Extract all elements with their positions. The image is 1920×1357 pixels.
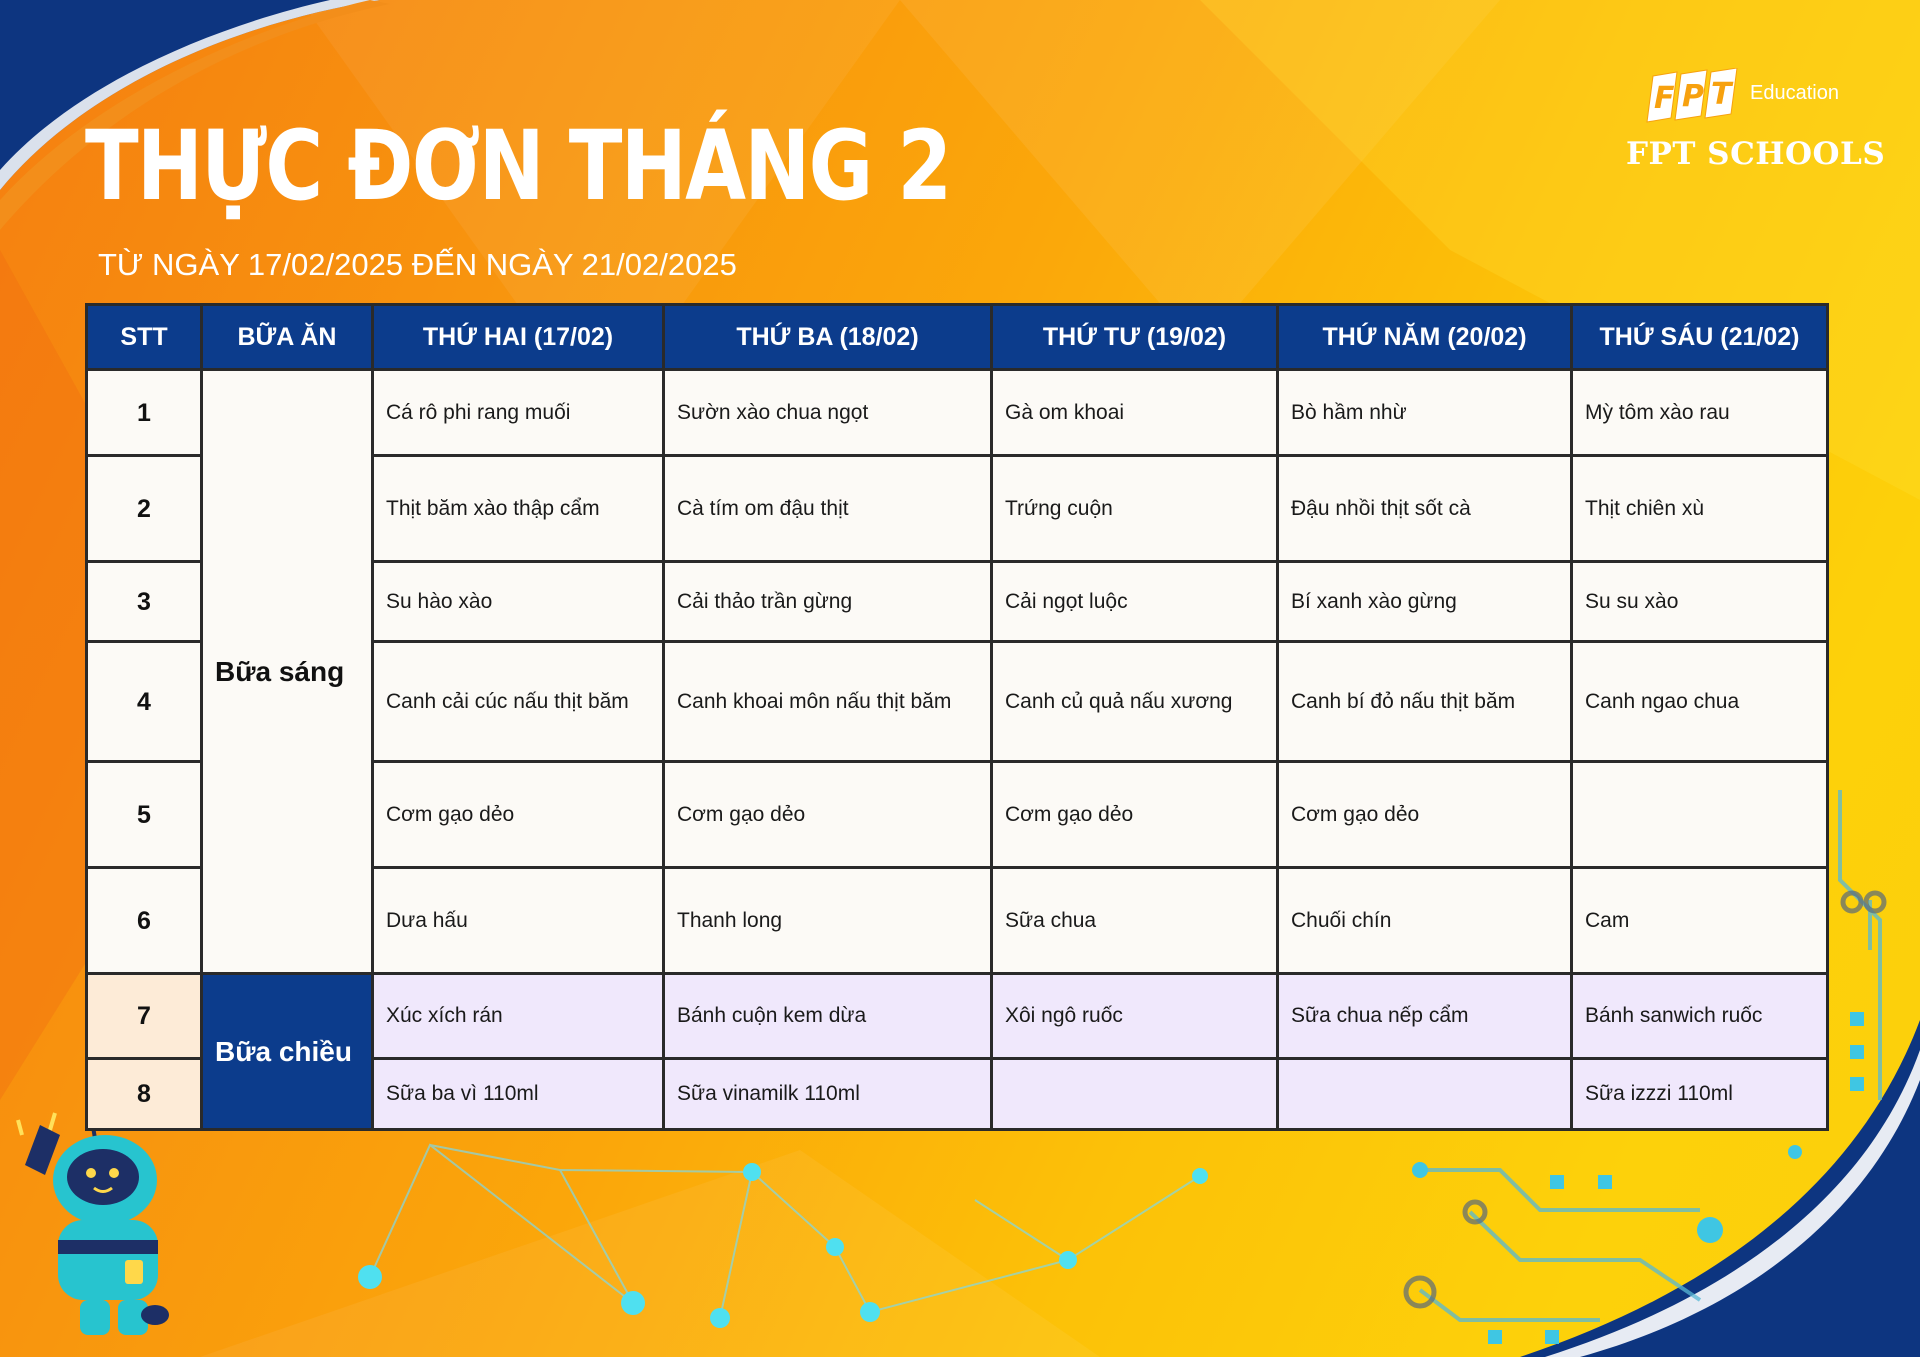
dish-cell: Thanh long: [665, 869, 990, 972]
dish-cell: Sườn xào chua ngọt: [665, 371, 990, 454]
page-title: THỰC ĐƠN THÁNG 2: [85, 110, 951, 222]
dish-cell: Sữa vinamilk 110ml: [665, 1060, 990, 1128]
dish-cell: Canh bí đỏ nấu thịt băm: [1279, 643, 1570, 760]
dish-cell: Cà tím om đậu thịt: [665, 457, 990, 560]
education-label: Education: [1750, 82, 1839, 104]
header-friday: THỨ SÁU (21/02): [1573, 306, 1826, 368]
fpt-schools-label: FPT SCHOOLS: [1626, 136, 1886, 172]
dish-cell: Canh cải cúc nấu thịt băm: [374, 643, 662, 760]
dish-cell: Canh ngao chua: [1573, 643, 1826, 760]
dish-cell: Sữa izzzi 110ml: [1573, 1060, 1826, 1128]
dish-cell: Canh khoai môn nấu thịt băm: [665, 643, 990, 760]
header-thursday: THỨ NĂM (20/02): [1279, 306, 1570, 368]
dish-cell: Xôi ngô ruốc: [993, 975, 1276, 1057]
dish-cell: Su su xào: [1573, 563, 1826, 640]
dish-cell: Su hào xào: [374, 563, 662, 640]
dish-cell: Cam: [1573, 869, 1826, 972]
dish-cell: Cơm gạo dẻo: [1279, 763, 1570, 866]
stt-cell: 7: [88, 975, 200, 1057]
dish-cell: [1279, 1060, 1570, 1128]
dish-cell: Sữa chua nếp cẩm: [1279, 975, 1570, 1057]
logo-letter-p: P: [1682, 79, 1704, 114]
header-wednesday: THỨ TƯ (19/02): [993, 306, 1276, 368]
table-row: [88, 975, 1826, 1057]
dish-cell: Dưa hấu: [374, 869, 662, 972]
dish-cell: Cá rô phi rang muối: [374, 371, 662, 454]
dish-cell: Bánh sanwich ruốc: [1573, 975, 1826, 1057]
logo-letter-f: F: [1654, 81, 1675, 116]
dish-cell: Trứng cuộn: [993, 457, 1276, 560]
dish-cell: Mỳ tôm xào rau: [1573, 371, 1826, 454]
dish-cell: Bò hầm nhừ: [1279, 371, 1570, 454]
header-meal: BỮA ĂN: [203, 306, 371, 368]
dish-cell: Xúc xích rán: [374, 975, 662, 1057]
date-range-subtitle: TỪ NGÀY 17/02/2025 ĐẾN NGÀY 21/02/2025: [98, 247, 737, 282]
stt-cell: 4: [88, 643, 200, 760]
dish-cell: Canh củ quả nấu xương: [993, 643, 1276, 760]
brand-block: [1618, 64, 1886, 174]
stt-cell: 8: [88, 1060, 200, 1128]
meal-afternoon-cell: Bữa chiều: [203, 975, 371, 1128]
dish-cell: Cải thảo trần gừng: [665, 563, 990, 640]
header-tuesday: THỨ BA (18/02): [665, 306, 990, 368]
dish-cell: Thịt băm xào thập cẩm: [374, 457, 662, 560]
header-stt: STT: [88, 306, 200, 368]
dish-cell: Đậu nhồi thịt sốt cà: [1279, 457, 1570, 560]
dish-cell: Bánh cuộn kem dừa: [665, 975, 990, 1057]
dish-cell: [1573, 763, 1826, 866]
meal-morning-cell: Bữa sáng: [203, 371, 371, 972]
dish-cell: Bí xanh xào gừng: [1279, 563, 1570, 640]
fpt-logo-icon: [1645, 68, 1745, 124]
dish-cell: Chuối chín: [1279, 869, 1570, 972]
table-row: [88, 371, 1826, 454]
dish-cell: Cơm gạo dẻo: [665, 763, 990, 866]
dish-cell: Cơm gạo dẻo: [374, 763, 662, 866]
stt-cell: 3: [88, 563, 200, 640]
header-monday: THỨ HAI (17/02): [374, 306, 662, 368]
logo-letter-t: T: [1711, 77, 1732, 112]
table-header-row: [88, 306, 1826, 368]
dish-cell: Sữa chua: [993, 869, 1276, 972]
dish-cell: Gà om khoai: [993, 371, 1276, 454]
stt-cell: 6: [88, 869, 200, 972]
dish-cell: Sữa ba vì 110ml: [374, 1060, 662, 1128]
dish-cell: Thịt chiên xù: [1573, 457, 1826, 560]
robot-mascot-icon: [0, 1105, 200, 1357]
stt-cell: 5: [88, 763, 200, 866]
menu-table: [85, 303, 1829, 1131]
dish-cell: Cải ngọt luộc: [993, 563, 1276, 640]
dish-cell: Cơm gạo dẻo: [993, 763, 1276, 866]
dish-cell: [993, 1060, 1276, 1128]
stt-cell: 2: [88, 457, 200, 560]
stt-cell: 1: [88, 371, 200, 454]
